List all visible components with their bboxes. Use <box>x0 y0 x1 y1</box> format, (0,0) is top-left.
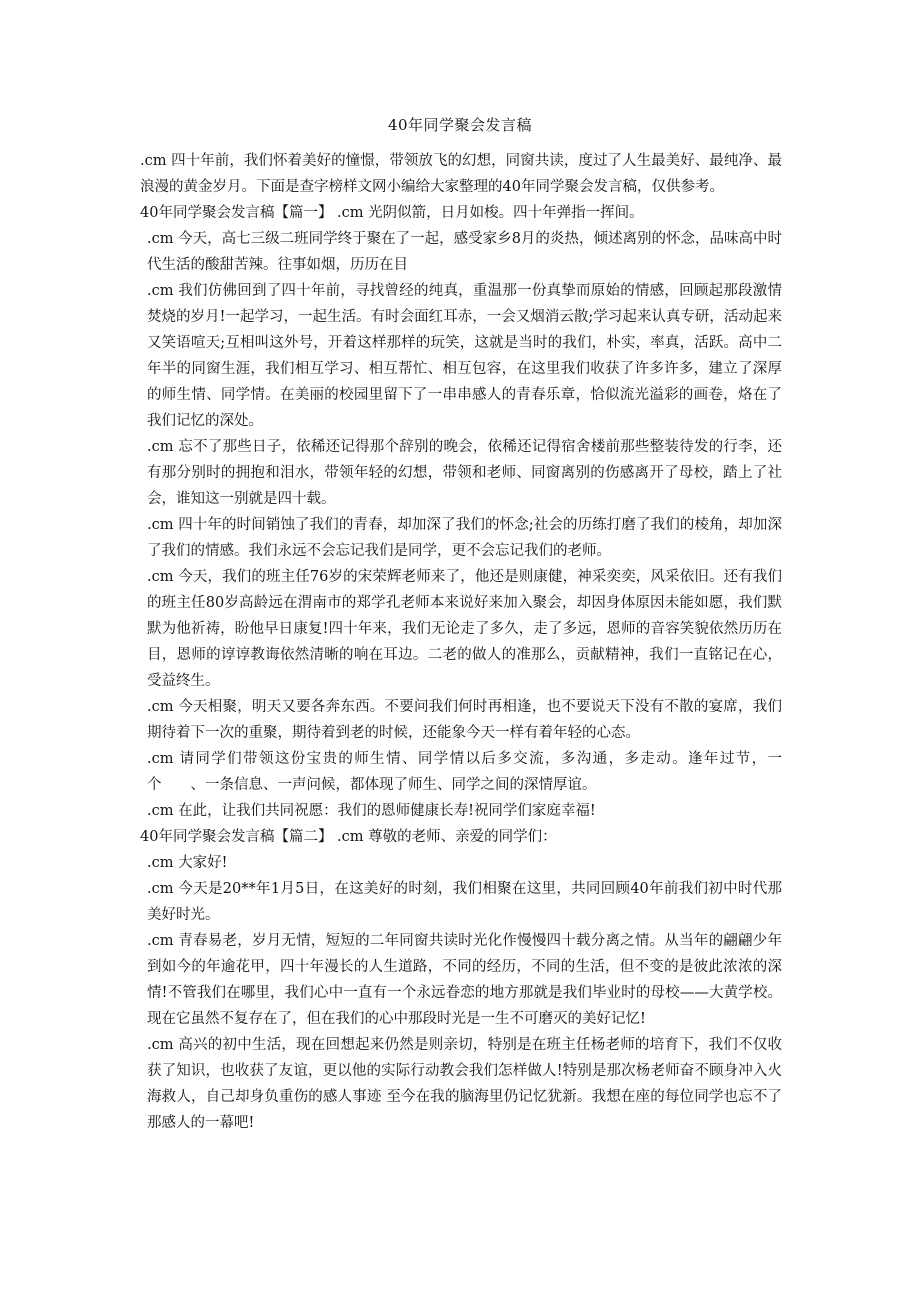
document-title: 40年同学聚会发言稿 <box>387 116 533 134</box>
paragraph: .cm 今天，我们的班主任76岁的宋荣辉老师来了，他还是则康健，神采奕奕，风采依旧。还有我们的班主任80岁高龄远在渭南市的郑学孔老师本来说好来加入聚会，却因身体原因未能如愿，我们默默为他祈祷，盼他早日康复!四十年来，我们无论走了多久，走了多远，恩师的音容笑貌依然历历在目，恩师的谆谆教诲依然清晰的响在耳边。二老的做人的准那么，贡献精神，我们一直铭记在心，受益终生。 <box>147 569 782 689</box>
paragraph: .cm 今天，高七三级二班同学终于聚在了一起，感受家乡8月的炎热，倾述离别的怀念，品味高中时代生活的酸甜苦辣。往事如烟，历历在目 <box>147 231 782 273</box>
paragraph: .cm 我们仿佛回到了四十年前，寻找曾经的纯真，重温那一份真挚而原始的情感，回顾起那段激情焚烧的岁月!一起学习，一起生活。有时会面红耳赤，一会又烟消云散;学习起来认真专研，活动起来又笑语喧天;互相叫这外号，开着这样那样的玩笑，这就是当时的我们，朴实，率真，活跃。高中二年半的同窗生涯，我们相互学习、相互帮忙、相互包容，在这里我们收获了许多许多，建立了深厚的师生情、同学情。在美丽的校园里留下了一串串感人的青春乐章，恰似流光溢彩的画卷，烙在了我们记忆的深处。 <box>147 283 782 429</box>
paragraph: .cm 四十年前，我们怀着美好的憧憬，带领放飞的幻想，同窗共读，度过了人生最美好、最纯净、最浪漫的黄金岁月。下面是查字榜样文网小编给大家整理的40年同学聚会发言稿，仅供参考。 <box>140 153 782 195</box>
paragraph: .cm 忘不了那些日子，依稀还记得那个辞别的晚会，依稀还记得宿舍楼前那些整装待发的行李，还有那分别时的拥抱和泪水，带领年轻的幻想，带领和老师、同窗离别的伤感离开了母校，踏上了社会，谁知这一别就是四十载。 <box>147 439 782 507</box>
paragraph: .cm 四十年的时间销蚀了我们的青春，却加深了我们的怀念;社会的历练打磨了我们的棱角，却加深了我们的情感。我们永远不会忘记我们是同学，更不会忘记我们的老师。 <box>147 517 782 559</box>
paragraph: .cm 今天是20**年1月5日，在这美好的时刻，我们相聚在这里，共同回顾40年前我们初中时代那美好时光。 <box>147 881 782 923</box>
paragraph: 40年同学聚会发言稿【篇二】 .cm 尊敬的老师、亲爱的同学们： <box>140 829 557 845</box>
paragraph: .cm 青春易老，岁月无情，短短的二年同窗共读时光化作慢慢四十载分离之情。从当年的翩翩少年到如今的年逾花甲，四十年漫长的人生道路，不同的经历，不同的生活，但不变的是彼此浓浓的深情!不管我们在哪里，我们心中一直有一个永远眷恋的地方那就是我们毕业时的母校——大黄学校。现在它虽然不复存在了，但在我们的心中那段时光是一生不可磨灭的美好记忆! <box>147 933 782 1027</box>
paragraph: .cm 今天相聚，明天又要各奔东西。不要问我们何时再相逢，也不要说天下没有不散的宴席，我们期待着下一次的重聚，期待着到老的时候，还能象今天一样有着年轻的心态。 <box>147 699 782 741</box>
document-body <box>140 148 782 1136</box>
paragraph: 40年同学聚会发言稿【篇一】 .cm 光阴似箭，日月如梭。四十年弹指一挥间。 <box>140 205 644 221</box>
paragraph: .cm 请同学们带领这份宝贵的师生情、同学情以后多交流，多沟通，多走动。逢年过节，一个 、一条信息、一声问候，都体现了师生、同学之间的深情厚谊。 <box>147 751 782 793</box>
paragraph: .cm 大家好! <box>147 855 228 871</box>
paragraph: .cm 在此，让我们共同祝愿：我们的恩师健康长寿!祝同学们家庭幸福! <box>147 803 596 819</box>
paragraph: .cm 高兴的初中生活，现在回想起来仍然是则亲切，特别是在班主任杨老师的培育下，我们不仅收获了知识，也收获了友谊，更以他的实际行动教会我们怎样做人!特别是那次杨老师奋不顾身冲入火海救人，自己却身负重伤的感人事迹 至今在我的脑海里仍记忆犹新。我想在座的每位同学也忘不了那感人的一幕吧! <box>147 1037 782 1131</box>
